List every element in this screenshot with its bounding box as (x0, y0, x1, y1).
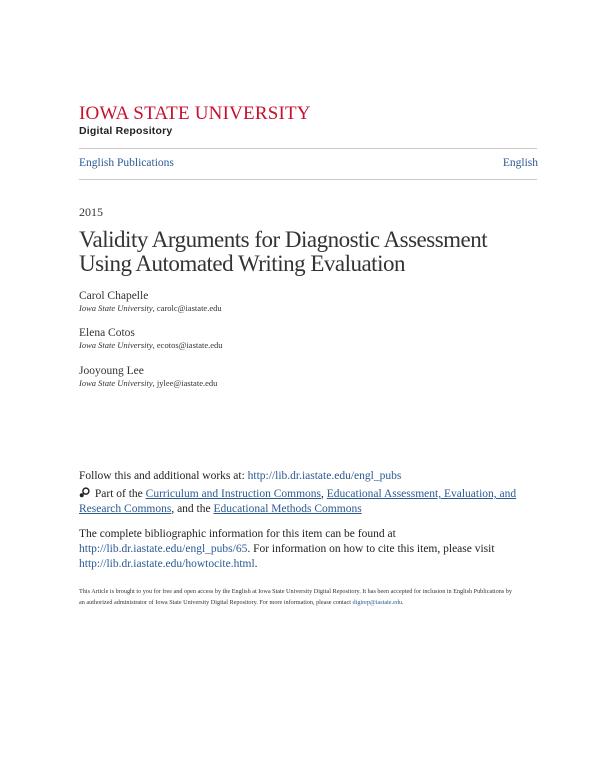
document-title: Validity Arguments for Diagnostic Assessment Using Automated Writing Evaluation (79, 227, 488, 276)
part-of-prefix: Part of the (94, 488, 143, 500)
isu-logo (79, 104, 311, 137)
author-institution: Iowa State University (79, 303, 153, 313)
follow-works-link[interactable]: http://lib.dr.iastate.edu/engl_pubs (247, 470, 402, 482)
educational-assessment-commons-link[interactable]: Educational Assessment, Evaluation, and Research Commons (79, 488, 517, 515)
author-name: Jooyoung Lee (79, 365, 144, 377)
header-bottom-rule (79, 179, 537, 180)
author-institution: Iowa State University (79, 378, 153, 388)
author-affiliation: Iowa State University, carolc@iastate.edu (79, 303, 222, 313)
author-affiliation: Iowa State University, jylee@iastate.edu (79, 378, 218, 388)
author-name: Carol Chapelle (79, 290, 149, 302)
publication-year: 2015 (79, 205, 103, 219)
author-institution: Iowa State University (79, 340, 153, 350)
access-notice-text: This Article is brought to you for free and open access by the English at Iowa State University Digital Repository. It has been accepted for inclusion in English Publications by an authorized administrator of Iowa State University Digital Repository. For more information, please contact (79, 588, 512, 606)
citation-middle: . For information on how to cite this item, please visit (247, 543, 495, 555)
author-email: jylee@iastate.edu (156, 378, 218, 388)
author-block (79, 364, 217, 389)
author-email: ecotos@iastate.edu (156, 340, 223, 350)
access-notice (79, 586, 519, 608)
citation-prefix: The complete bibliographic information for this item can be found at (79, 528, 396, 540)
follow-works-text: Follow this and additional works at: (79, 470, 245, 482)
educational-methods-commons-link[interactable]: Educational Methods Commons (213, 503, 362, 515)
part-of-separator: , and the (171, 503, 211, 515)
how-to-cite-link[interactable]: http://lib.dr.iastate.edu/howtocite.html (79, 558, 255, 570)
author-affiliation: Iowa State University, ecotos@iastate.edu (79, 340, 223, 350)
part-of-line (79, 487, 519, 517)
author-name: Elena Cotos (79, 327, 135, 339)
author-block (79, 326, 223, 351)
nav-english-publications-link[interactable]: English Publications (79, 157, 174, 169)
citation-item-link[interactable]: http://lib.dr.iastate.edu/engl_pubs/65 (79, 543, 248, 555)
curriculum-instruction-commons-link[interactable]: Curriculum and Instruction Commons (145, 488, 322, 500)
author-block (79, 289, 222, 314)
part-of-separator: , (321, 488, 324, 500)
logo-repository-name: Digital Repository (79, 125, 173, 137)
logo-university-name: IOWA STATE UNIVERSITY (79, 103, 311, 124)
nav-english-link[interactable]: English (502, 157, 538, 169)
author-email: carolc@iastate.edu (156, 303, 222, 313)
access-notice-end: . (402, 599, 404, 606)
contact-email-link[interactable]: digirep@iastate.edu (352, 599, 403, 606)
citation-info (79, 527, 519, 572)
follow-works-line (79, 470, 401, 482)
citation-end: . (254, 558, 258, 570)
commons-network-icon (79, 487, 90, 498)
header-top-rule (79, 148, 537, 149)
